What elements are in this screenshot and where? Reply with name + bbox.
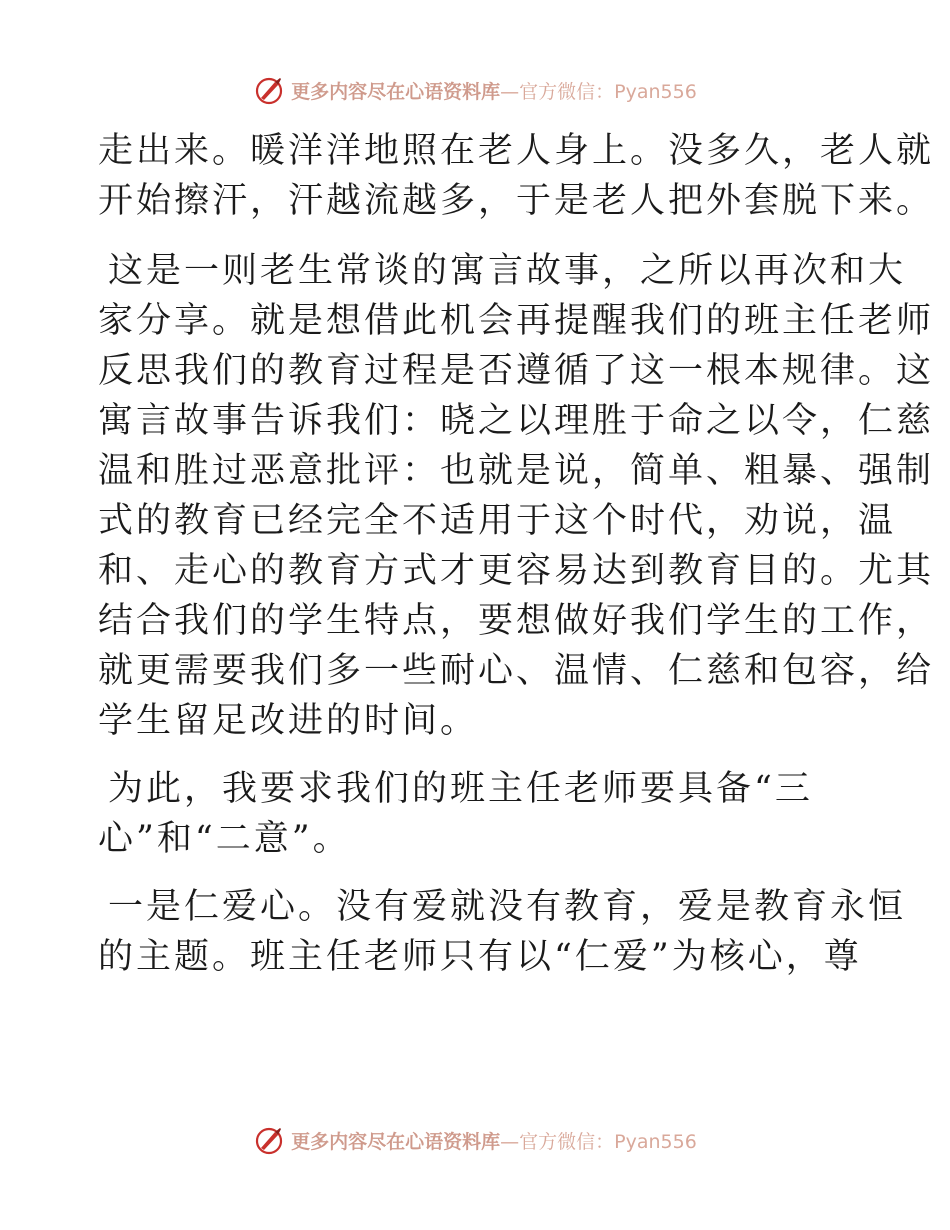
paragraph-2 <box>98 246 935 746</box>
text-line: 式的教育已经完全不适用于这个时代，劝说，温 <box>98 501 897 541</box>
watermark-contact: —官方微信：Pyan556 <box>500 80 697 103</box>
text-line: 温和胜过恶意批评：也就是说，简单、粗暴、强制 <box>98 451 935 491</box>
paragraph-1 <box>98 126 935 226</box>
watermark-text <box>291 1127 697 1154</box>
watermark-text <box>291 77 697 104</box>
text-line: 这是一则老生常谈的寓言故事，之所以再次和大 <box>108 251 907 291</box>
text-line: 心”和“二意”。 <box>98 819 351 859</box>
text-line: 开始擦汗，汗越流越多，于是老人把外套脱下来。 <box>98 181 935 221</box>
paragraph-4 <box>98 882 907 982</box>
paragraph-3 <box>98 764 858 864</box>
text-line: 和、走心的教育方式才更容易达到教育目的。尤其 <box>98 551 935 591</box>
text-line: 就更需要我们多一些耐心、温情、仁慈和包容，给 <box>98 651 935 691</box>
text-line: 家分享。就是想借此机会再提醒我们的班主任老师 <box>98 301 935 341</box>
watermark-banner-bottom <box>0 1120 950 1160</box>
text-line: 一是仁爱心。没有爱就没有教育，爱是教育永恒 <box>108 887 907 927</box>
quill-pen-circle-icon <box>253 1124 285 1156</box>
text-line: 的主题。班主任老师只有以“仁爱”为核心，尊 <box>98 937 862 977</box>
watermark-contact: —官方微信：Pyan556 <box>500 1130 697 1153</box>
text-line: 为此，我要求我们的班主任老师要具备“三 <box>108 769 813 809</box>
text-line: 寓言故事告诉我们：晓之以理胜于命之以令，仁慈 <box>98 401 935 441</box>
document-body <box>98 126 935 982</box>
text-line: 走出来。暖洋洋地照在老人身上。没多久，老人就 <box>98 131 935 171</box>
watermark-title: 更多内容尽在心语资料库 <box>291 80 501 103</box>
watermark-banner-top <box>0 70 950 110</box>
text-line: 结合我们的学生特点，要想做好我们学生的工作， <box>98 601 935 641</box>
watermark-title: 更多内容尽在心语资料库 <box>291 1130 501 1153</box>
text-line: 学生留足改进的时间。 <box>98 701 479 741</box>
text-line: 反思我们的教育过程是否遵循了这一根本规律。这 <box>98 351 935 391</box>
quill-pen-circle-icon <box>253 74 285 106</box>
